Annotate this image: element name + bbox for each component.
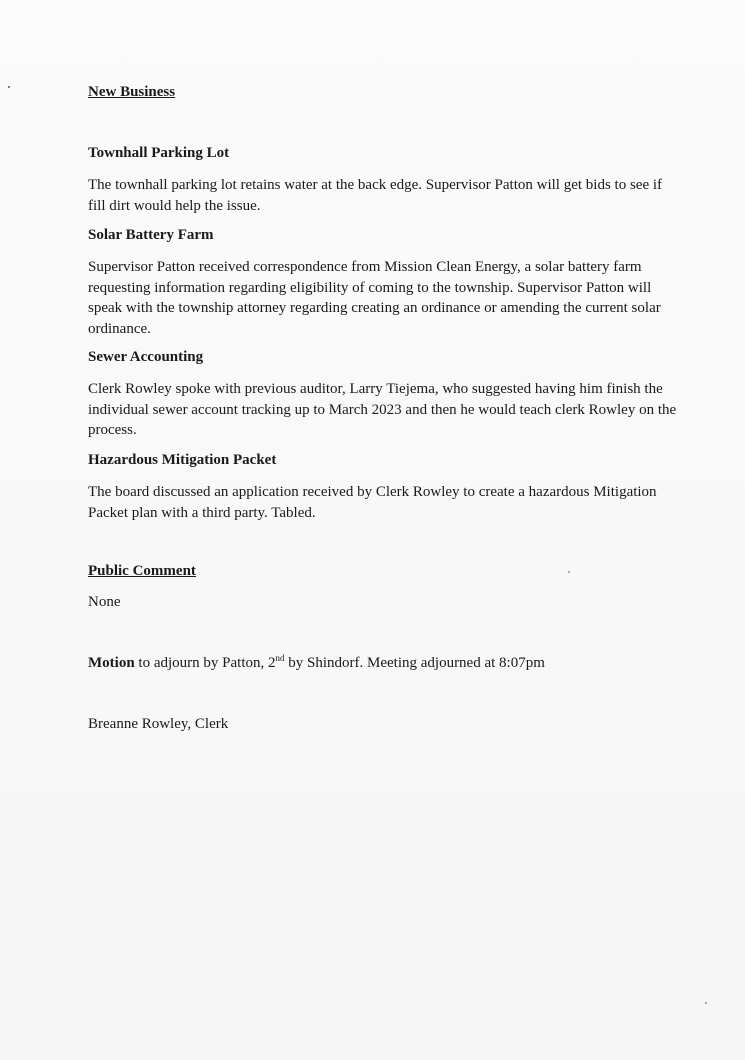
solar-battery-farm-text: Supervisor Patton received correspondence from Mission Clean Energy, a solar battery farm requesting information regarding eligibility of coming to the township. Supervisor Patton will speak with the township attorney regarding creating an ordinance or amending the current solar ordinance.	[88, 259, 661, 337]
motion-superscript: nd	[275, 653, 285, 663]
solar-battery-farm-heading: Solar Battery Farm	[88, 227, 214, 243]
new-business-heading: New Business	[88, 84, 176, 100]
sewer-accounting-text: Clerk Rowley spoke with previous auditor, Larry Tiejema, who suggested having him finish the individual sewer account tracking up to March 2023 and then he would teach clerk Rowley on the process.	[88, 381, 677, 438]
motion-text-before: to adjourn by Patton, 2	[138, 655, 276, 671]
scan-speck	[705, 1002, 707, 1004]
townhall-parking-lot-text: The townhall parking lot retains water at the back edge. Supervisor Patton will get bids to see if fill dirt would help the issue.	[88, 177, 663, 214]
motion-line	[88, 653, 680, 674]
motion-label: Motion	[88, 655, 135, 671]
clerk-signature: Breanne Rowley, Clerk	[88, 716, 229, 732]
motion-text-after: by Shindorf. Meeting adjourned at 8:07pm	[288, 655, 545, 671]
hazardous-mitigation-packet-text: The board discussed an application received by Clerk Rowley to create a hazardous Mitigation Packet plan with a third party. Tabled.	[88, 484, 657, 521]
sewer-accounting-heading: Sewer Accounting	[88, 349, 204, 365]
public-comment-text: None	[88, 594, 121, 610]
public-comment-heading: Public Comment	[88, 563, 196, 579]
scan-speck	[8, 86, 10, 88]
hazardous-mitigation-packet-heading: Hazardous Mitigation Packet	[88, 452, 277, 468]
townhall-parking-lot-heading: Townhall Parking Lot	[88, 145, 230, 161]
